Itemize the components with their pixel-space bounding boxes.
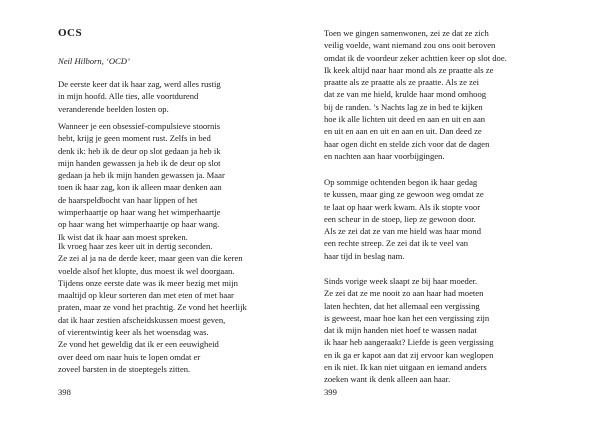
text-line: omdat ik de voordeur zeker achttien keer op slot doe. [324, 52, 507, 63]
text-line: over deed om naar huis te lopen omdat er [58, 351, 201, 362]
text-line: een scheur in de stoep, liep ze gewoon door. [324, 213, 476, 224]
right-stanza-2 [324, 176, 574, 262]
text-line: haar tijd in beslag nam. [324, 250, 405, 261]
text-line: voelde alsof het klopte, dus moest ik wel doorgaan. [58, 265, 235, 276]
text-line: veilig voelde, want niemand zou ons ooit beroven [324, 40, 496, 51]
text-line: Op sommige ochtenden begon ik haar gedag [324, 177, 478, 187]
text-line: te kussen, maar ging ze gewoon weg omdat ze [324, 189, 484, 200]
left-stanza-1 [58, 78, 298, 115]
poem-title: OCS [58, 27, 83, 39]
text-line: Als ze zei dat ze van me hield was haar mond [324, 226, 482, 237]
text-line: wimperhaartje op haar wang het wimperhaartje [58, 207, 221, 218]
right-stanza-3 [324, 275, 574, 386]
right-stanza-1 [324, 27, 574, 162]
text-line: en ik ga er kapot aan dat zij ervoor kan weglopen [324, 349, 494, 360]
text-line: en uit en aan en uit en aan en uit. Dan deed ze [324, 126, 482, 137]
left-stanza-2 [58, 120, 298, 243]
text-line: Ik wist dat ik haar aan moest spreken. [58, 231, 188, 242]
text-line: ik haar heb aangeraakt? Liefde is geen vergissing [324, 337, 494, 348]
text-line: een rechte streep. Ze zei dat ik te veel van [324, 238, 469, 249]
text-line: en nachten aan haar voorbijgingen. [324, 150, 445, 161]
text-line: hebt, krijg je geen moment rust. Zelfs in bed [58, 133, 211, 144]
text-line: Ze zei dat ze me nooit zo aan haar had moeten [324, 288, 484, 299]
text-line: Toen we gingen samenwonen, zei ze dat ze zich [324, 28, 489, 38]
text-line: bij de randen. ’s Nachts lag ze in bed te kijken [324, 101, 483, 112]
text-line: in mijn hoofd. Alle ties, alle voortdurend [58, 91, 199, 102]
text-line: is geweest, maar hoe kan het een vergissing zijn [324, 312, 490, 323]
text-line: Wanneer je een obsessief-compulsieve stoornis [58, 121, 221, 131]
text-line: of vierentwintig keer als het woensdag was. [58, 327, 209, 338]
text-line: de haarspeldbocht van haar lippen of het [58, 194, 198, 205]
text-line: Ze zei al ja na de derde keer, maar geen van die keren [58, 253, 243, 264]
text-line: te laat op haar werk kwam. Als ik stopte voor [324, 201, 481, 212]
text-line: dat ik mijn handen niet hoef te wassen nadat [324, 325, 477, 336]
text-line: zoeken want ik denk alleen aan haar. [324, 374, 451, 385]
text-line: veranderende beelden losten op. [58, 103, 169, 114]
page-number-left: 398 [58, 387, 71, 397]
text-line: mijn handen gewassen ja heb ik de deur op slot [58, 157, 221, 168]
text-line: Ze vond het geweldig dat ik er een eeuwigheid [58, 339, 219, 350]
text-line: maaltijd op kleur sorteren dan met eten of met haar [58, 290, 234, 301]
text-line: haar ogen dicht en stelde zich voor dat de dagen [324, 138, 490, 149]
text-line: en ik niet. Ik kan niet uitgaan en iemand anders [324, 362, 487, 373]
text-line: Ik vroeg haar zes keer uit in dertig seconden. [58, 241, 213, 251]
text-line: De eerste keer dat ik haar zag, werd alles rustig [58, 79, 221, 89]
text-line: op haar wang het wimperhaartje op haar wang. [58, 219, 220, 230]
text-line: toen ik haar zag, kon ik alleen maar denken aan [58, 182, 222, 193]
text-line: Sinds vorige week slaapt ze bij haar moeder. [324, 276, 478, 286]
left-stanza-3 [58, 240, 298, 375]
text-line: laten hechten, dat het allemaal een vergissing [324, 300, 480, 311]
poem-subtitle: Neil Hilborn, ‘OCD’ [58, 56, 130, 66]
text-line: Tijdens onze eerste date was ik meer bezig met mijn [58, 277, 238, 288]
text-line: Ik keek altijd naar haar mond als ze praatte als ze [324, 64, 494, 75]
text-line: zoveel barsten in de stoeptegels zitten. [58, 363, 191, 374]
right-page [300, 0, 600, 432]
page-number-right: 399 [324, 387, 337, 397]
text-line: dat ik haar zestien afscheidskussen moest geven, [58, 314, 226, 325]
text-line: praten, maar ze vond het prachtig. Ze vond het heerlijk [58, 302, 247, 313]
text-line: praatte als ze praatte als ze praatte. Als ze zei [324, 77, 480, 88]
text-line: gedaan ja heb ik mijn handen gewassen ja. Maar [58, 170, 225, 181]
text-line: hoe ik alle lichten uit deed en aan en uit en aan [324, 114, 486, 125]
text-line: denk ik: heb ik de deur op slot gedaan ja heb ik [58, 145, 221, 156]
text-line: dat ze van me hield, krulde haar mond omhoog [324, 89, 487, 100]
